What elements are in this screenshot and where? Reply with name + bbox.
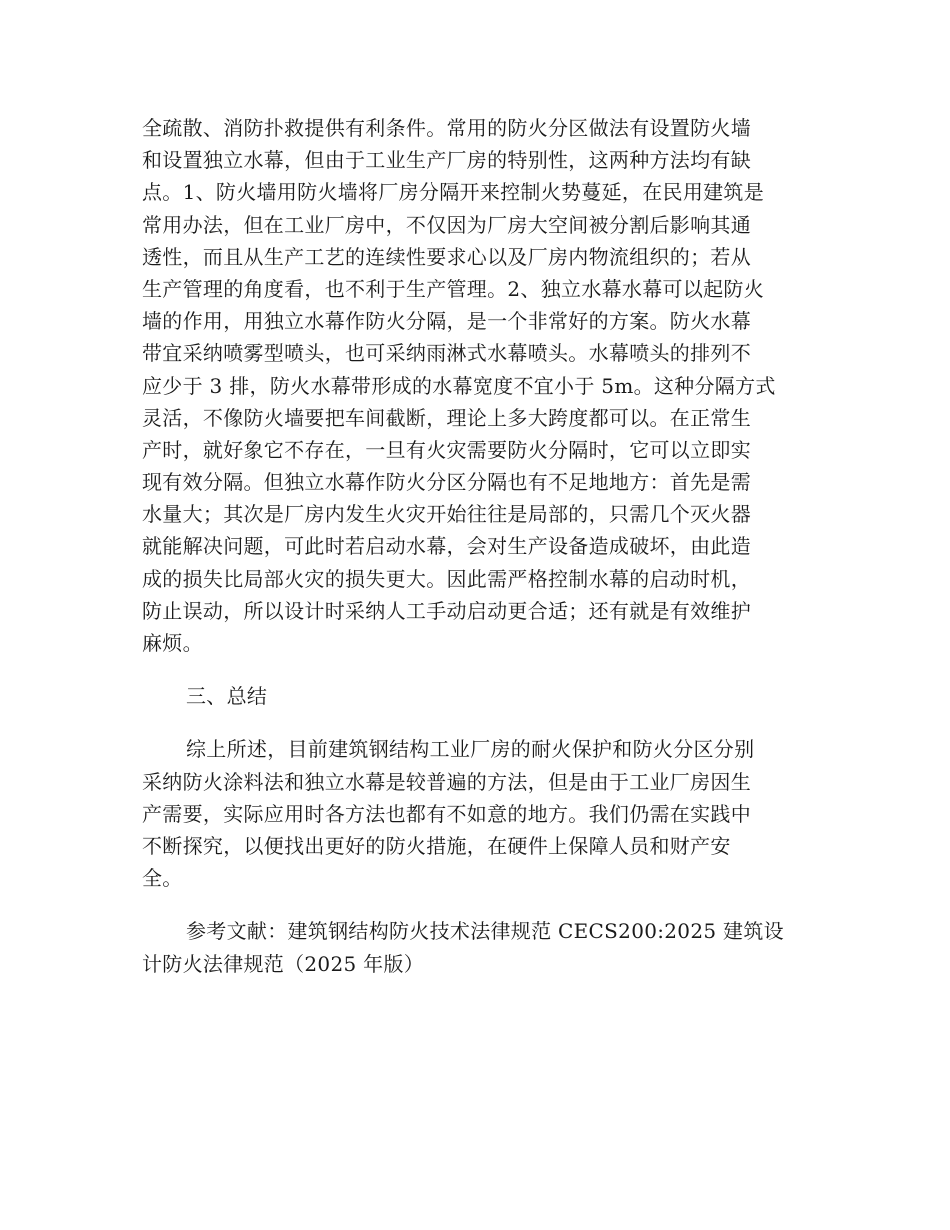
text-line: 参考文献：建筑钢结构防火技术法律规范 CECS200:2025 建筑设 <box>186 919 784 944</box>
text-line: 产时，就好象它不存在，一旦有火灾需要防火分隔时，它可以立即实 <box>142 437 751 462</box>
text-line: 麻烦。 <box>142 631 203 655</box>
text-line: 点。1、防火墙用防火墙将厂房分隔开来控制火势蔓延，在民用建筑是 <box>142 180 765 205</box>
text-line: 灵活，不像防火墙要把车间截断，理论上多大跨度都可以。在正常生 <box>142 405 751 430</box>
section-heading: 三、总结 <box>186 684 268 709</box>
text-line: 计防火法律规范（2025 年版） <box>142 951 425 976</box>
text-line: 产需要，实际应用时各方法也都有不如意的地方。我们仍需在实践中 <box>142 801 751 826</box>
text-line: 墙的作用，用独立水幕作防火分隔，是一个非常好的方案。防火水幕 <box>142 309 751 334</box>
paragraph-references <box>142 915 810 979</box>
text-line: 全疏散、消防扑救提供有利条件。常用的防火分区做法有设置防火墙 <box>142 116 751 140</box>
paragraph-spacer <box>142 712 810 733</box>
text-line: 常用办法，但在工业厂房中，不仅因为厂房大空间被分割后影响其通 <box>142 212 751 237</box>
paragraph-fire-compartment <box>142 112 810 659</box>
document-body <box>142 112 810 980</box>
text-line: 应少于 3 排，防火水幕带形成的水幕宽度不宜小于 5m。这种分隔方式 <box>142 373 776 398</box>
paragraph-spacer <box>142 659 810 680</box>
text-line: 成的损失比局部火灾的损失更大。因此需严格控制水幕的启动时机， <box>142 566 751 591</box>
text-line: 综上所述，目前建筑钢结构工业厂房的耐火保护和防火分区分别 <box>186 737 755 762</box>
paragraph-spacer <box>142 894 810 915</box>
text-line: 和设置独立水幕，但由于工业生产厂房的特别性，这两种方法均有缺 <box>142 148 751 173</box>
text-line: 带宜采纳喷雾型喷头，也可采纳雨淋式水幕喷头。水幕喷头的排列不 <box>142 341 751 366</box>
text-line: 水量大；其次是厂房内发生火灾开始往往是局部的，只需几个灭火器 <box>142 502 751 527</box>
text-line: 采纳防火涂料法和独立水幕是较普遍的方法，但是由于工业厂房因生 <box>142 769 751 794</box>
paragraph-summary <box>142 733 810 894</box>
text-line: 生产管理的角度看，也不利于生产管理。2、独立水幕水幕可以起防火 <box>142 276 765 301</box>
text-line: 不断探究，以便找出更好的防火措施，在硬件上保障人员和财产安 <box>142 833 731 858</box>
text-line: 全。 <box>142 866 183 891</box>
text-line: 现有效分隔。但独立水幕作防火分区分隔也有不足地地方：首先是需 <box>142 470 751 495</box>
text-line: 透性，而且从生产工艺的连续性要求心以及厂房内物流组织的；若从 <box>142 244 751 269</box>
text-line: 就能解决问题，可此时若启动水幕，会对生产设备造成破坏，由此造 <box>142 534 751 559</box>
text-line: 防止误动，所以设计时采纳人工手动启动更合适；还有就是有效维护 <box>142 598 751 623</box>
